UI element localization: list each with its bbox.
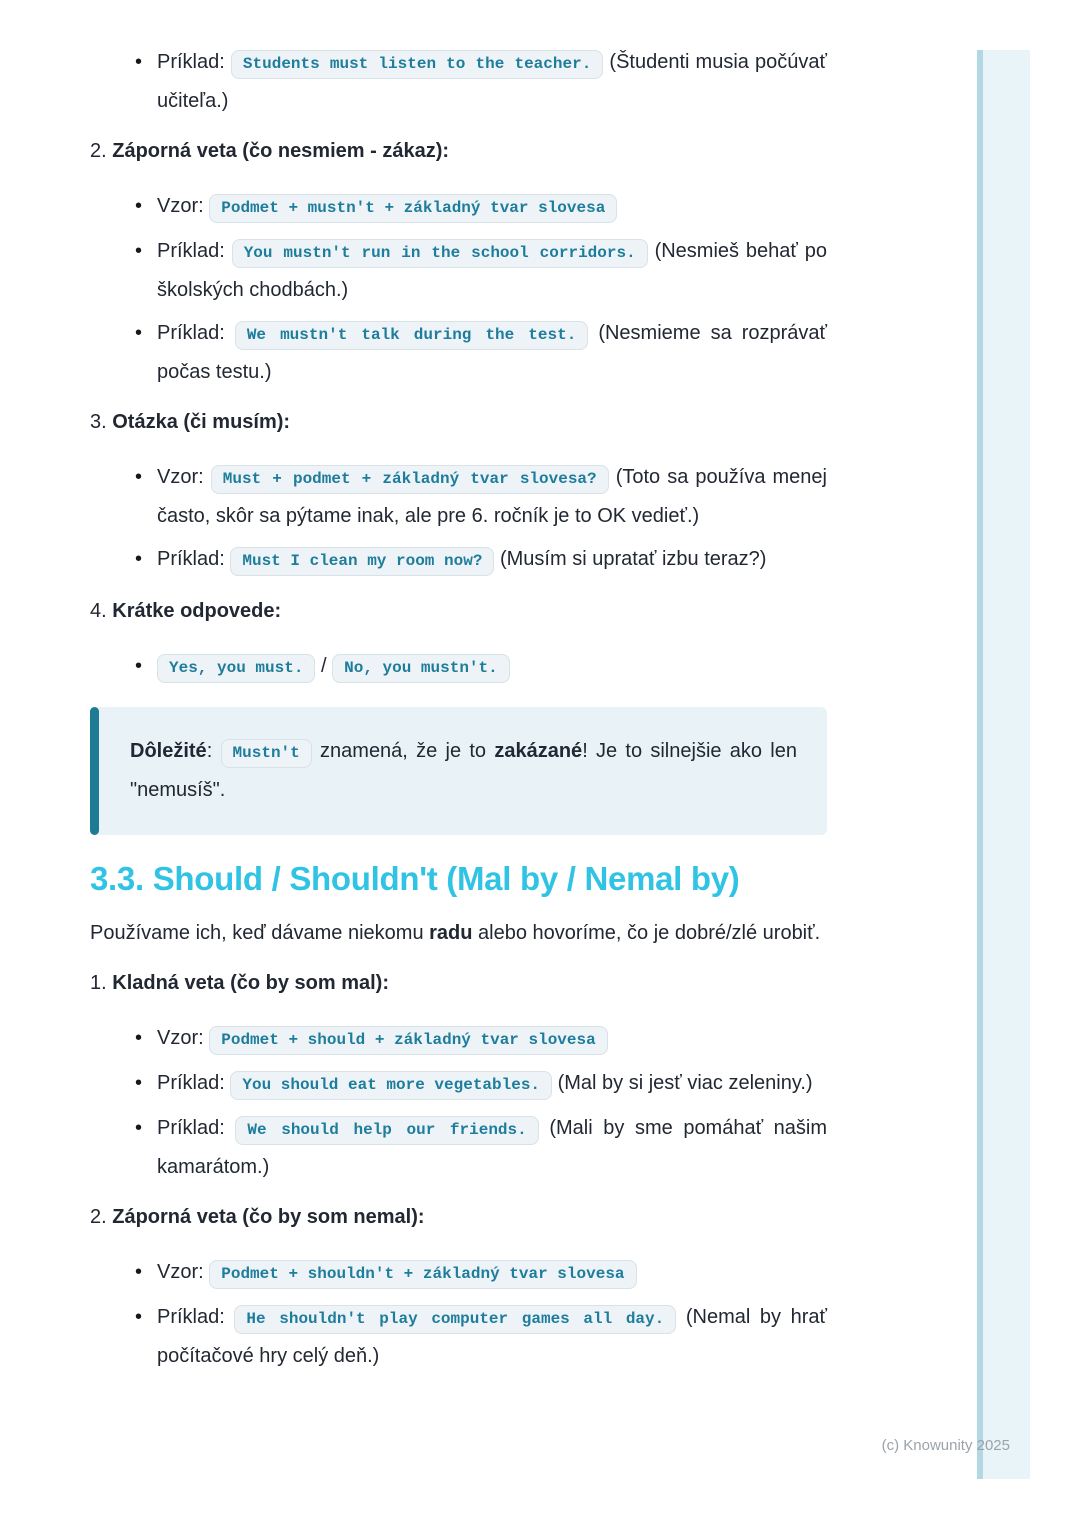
section-title	[90, 970, 827, 996]
code-snippet: We should help our friends.	[235, 1116, 538, 1145]
callout-text: znamená, že je to	[320, 740, 487, 762]
callout-text: ! Je to silnejšie ako len "nemusíš".	[130, 740, 797, 801]
bullet-label: Vzor:	[157, 1261, 204, 1283]
section-title-text: Kladná veta (čo by som mal):	[112, 972, 389, 994]
section-otazka	[90, 409, 827, 580]
bullet-label: Vzor:	[157, 195, 204, 217]
document-content	[90, 44, 827, 1381]
section-kratke-odpovede	[90, 598, 827, 687]
list-item	[157, 233, 827, 309]
callout-label-colon: :	[206, 740, 213, 762]
bullet-list	[90, 44, 827, 120]
bullet-list	[90, 1254, 827, 1375]
bullet-translation: (Mal by si jesť viac zeleniny.)	[557, 1072, 813, 1094]
section-title	[90, 598, 827, 624]
bullet-list	[90, 1020, 827, 1186]
list-item	[157, 44, 827, 120]
list-item	[157, 1065, 827, 1104]
list-item	[157, 1020, 827, 1059]
bullet-translation: (Nemal by hrať počítačové hry celý deň.)	[157, 1306, 827, 1367]
section-number: 3.	[90, 411, 107, 433]
section-number: 2.	[90, 140, 107, 162]
intro-paragraph	[90, 915, 827, 952]
section-zaporna-veta-must	[90, 138, 827, 391]
bullet-list	[90, 188, 827, 391]
list-item	[157, 648, 827, 687]
paragraph-text: Používame ich, keď dávame niekomu	[90, 922, 424, 944]
separator-slash: /	[320, 655, 327, 677]
bullet-label: Vzor:	[157, 466, 204, 488]
bullet-list	[90, 459, 827, 580]
bullet-translation: (Musím si upratať izbu teraz?)	[499, 548, 767, 570]
code-snippet: Mustn't	[221, 739, 312, 768]
code-snippet: You should eat more vegetables.	[230, 1071, 552, 1100]
callout-bold-word: zakázané	[494, 740, 583, 762]
bullet-label: Príklad:	[157, 322, 225, 344]
code-snippet: No, you mustn't.	[332, 654, 510, 683]
code-snippet: Podmet + should + základný tvar slovesa	[209, 1026, 607, 1055]
paragraph-text: alebo hovoríme, čo je dobré/zlé urobiť.	[478, 922, 821, 944]
list-item	[157, 1254, 827, 1293]
page-edge-decoration	[977, 50, 1030, 1479]
code-snippet: Yes, you must.	[157, 654, 315, 683]
bullet-label: Príklad:	[157, 240, 225, 262]
code-snippet: He shouldn't play computer games all day.	[234, 1305, 676, 1334]
code-snippet: You mustn't run in the school corridors.	[232, 239, 648, 268]
code-snippet: Podmet + mustn't + základný tvar slovesa	[209, 194, 617, 223]
paragraph-bold-word: radu	[429, 922, 473, 944]
bullet-label: Príklad:	[157, 1306, 225, 1328]
list-item	[157, 1299, 827, 1375]
section-title	[90, 138, 827, 164]
bullet-translation: (Nesmieme sa rozprávať počas testu.)	[157, 322, 828, 383]
section-title-text: Krátke odpovede:	[112, 600, 282, 622]
bullet-list	[90, 648, 827, 687]
callout-label: Dôležité	[130, 740, 207, 762]
list-item	[157, 459, 827, 535]
list-item	[157, 315, 827, 391]
chapter-heading: 3.3. Should / Shouldn't (Mal by / Nemal by)	[90, 860, 740, 897]
bullet-translation: (Študenti musia počúvať učiteľa.)	[157, 51, 827, 112]
code-snippet: Students must listen to the teacher.	[231, 50, 603, 79]
section-title-text: Záporná veta (čo by som nemal):	[112, 1206, 425, 1228]
bullet-label: Príklad:	[157, 51, 225, 73]
bullet-label: Príklad:	[157, 548, 225, 570]
section-number: 2.	[90, 1206, 107, 1228]
section-title	[90, 409, 827, 435]
bullet-label: Príklad:	[157, 1072, 225, 1094]
important-callout	[90, 707, 827, 835]
section-number: 4.	[90, 600, 107, 622]
section-title	[90, 1204, 827, 1230]
code-snippet: Must + podmet + základný tvar slovesa?	[211, 465, 609, 494]
list-item	[157, 541, 827, 580]
list-item	[157, 1110, 827, 1186]
section-zaporna-veta-should	[90, 1204, 827, 1375]
code-snippet: We mustn't talk during the test.	[235, 321, 588, 350]
copyright-text: (c) Knowunity 2025	[881, 1437, 1010, 1454]
bullet-label: Vzor:	[157, 1027, 204, 1049]
section-title-text: Záporná veta (čo nesmiem - zákaz):	[112, 140, 450, 162]
bullet-translation: (Nesmieš behať po školských chodbách.)	[157, 240, 828, 301]
bullet-translation: (Toto sa používa menej často, skôr sa pýtame inak, ale pre 6. ročník je to OK vedieť.)	[157, 466, 827, 527]
list-item	[157, 188, 827, 227]
bullet-label: Príklad:	[157, 1117, 225, 1139]
code-snippet: Podmet + shouldn't + základný tvar slovesa	[209, 1260, 636, 1289]
code-snippet: Must I clean my room now?	[230, 547, 494, 576]
section-kladna-veta-should	[90, 970, 827, 1186]
bullet-translation: (Mali by sme pomáhať našim kamarátom.)	[157, 1117, 828, 1178]
section-number: 1.	[90, 972, 107, 994]
section-title-text: Otázka (či musím):	[112, 411, 291, 433]
